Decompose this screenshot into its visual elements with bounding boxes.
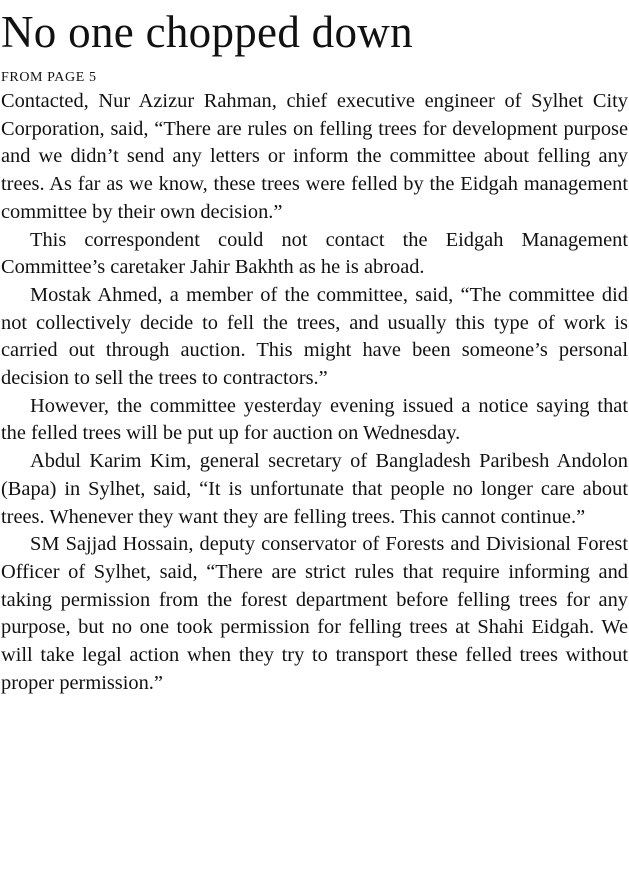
paragraph-4: However, the committee yesterday evening issued a notice saying that the felled trees will be put up for auction on Wednesday. [1,394,628,445]
article-body [1,88,628,697]
paragraph-5: Abdul Karim Kim, general secretary of Bangladesh Paribesh Andolon (Bapa) in Sylhet, said, “It is unfortunate that people no longer care about trees. Whenever they want they are felling trees. This cannot continue.” [1,450,628,528]
paragraph-6: SM Sajjad Hossain, deputy conservator of Forests and Divisional Forest Officer of Sylhet, said, “There are strict rules that require informing and taking permission from the forest department before felling trees for any purpose, but no one took permission for felling trees at Shahi Eidgah. We will take legal action when they try to transport these felled trees without proper permission.” [1,533,628,694]
paragraph-1: Contacted, Nur Azizur Rahman, chief executive engineer of Sylhet City Corporation, said, “There are rules on felling trees for development purpose and we didn’t send any letters or inform the committee about felling any trees. As far as we know, these trees were felled by the Eidgah management committee by their own decision.” [1,90,628,223]
paragraph-3: Mostak Ahmed, a member of the committee, said, “The committee did not collectively decide to fell the trees, and usually this type of work is carried out through auction. This might have been someone’s personal decision to sell the trees to contractors.” [1,283,628,390]
jump-line: FROM PAGE 5 [1,70,97,85]
paragraph-2: This correspondent could not contact the Eidgah Management Committee’s caretaker Jahir Bakhth as he is abroad. [1,228,628,279]
headline: No one chopped down [1,7,413,57]
news-article [1,0,628,697]
